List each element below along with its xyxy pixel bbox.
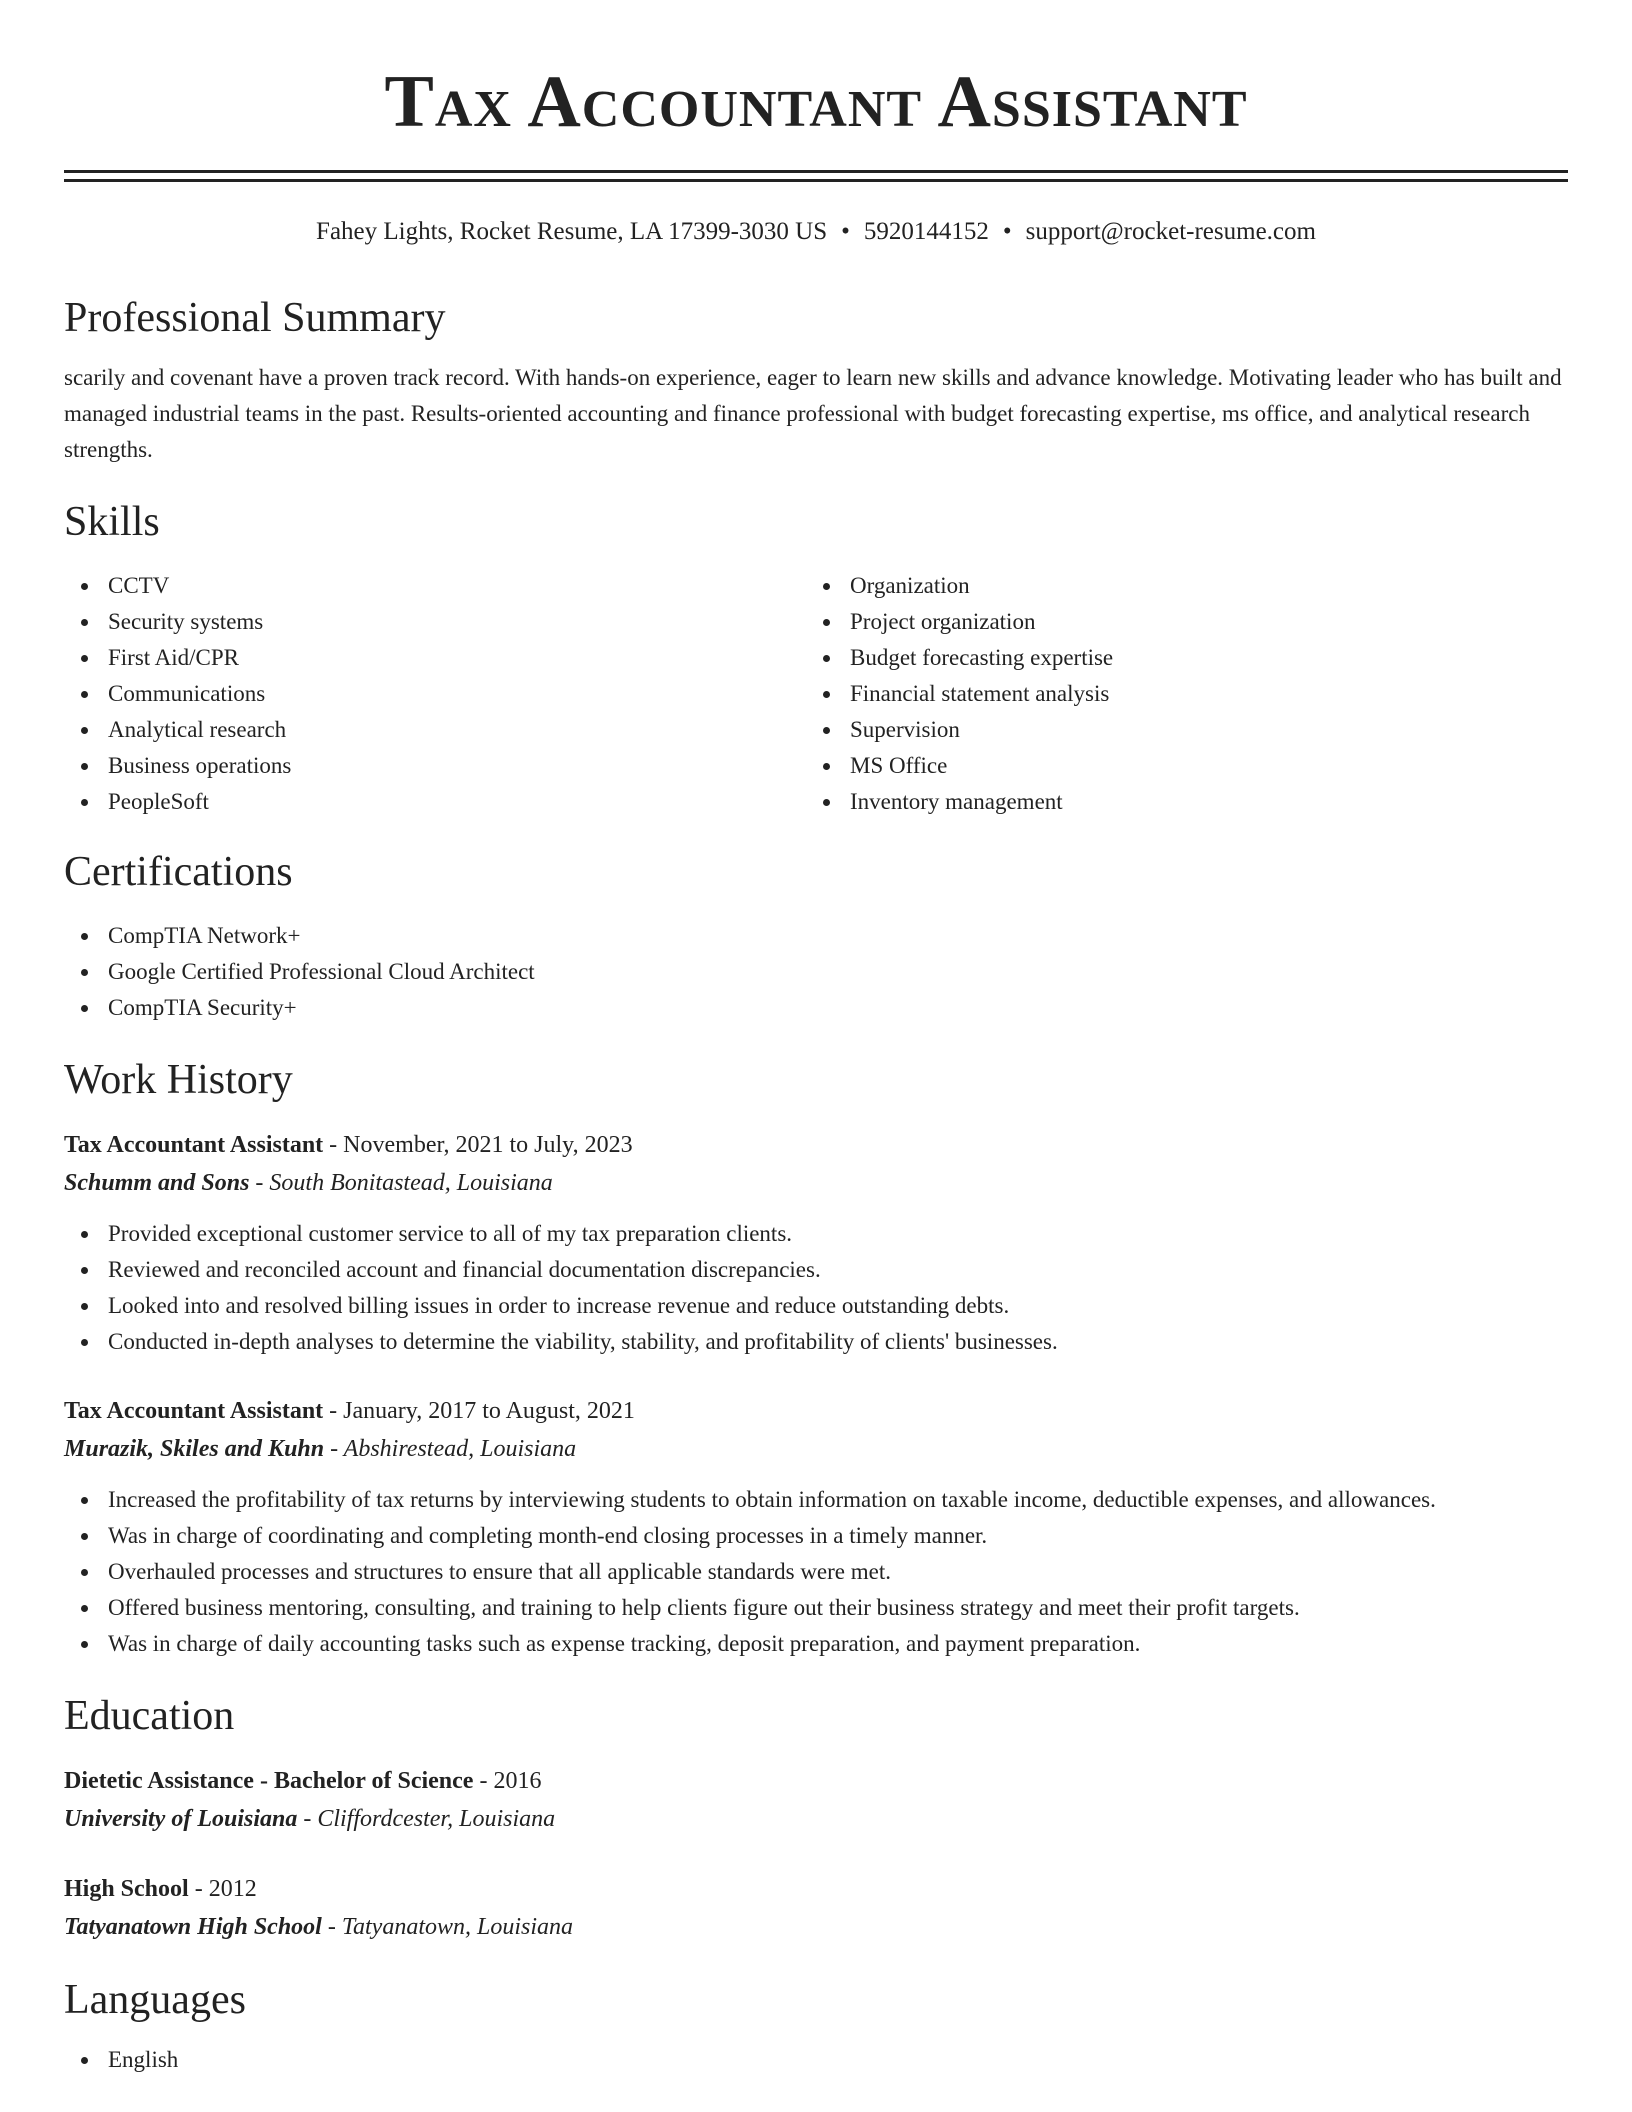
job-location: - South Bonitastead, Louisiana	[249, 1170, 553, 1196]
job-duty-item: Provided exceptional customer service to all of my tax preparation clients.	[64, 1216, 1568, 1252]
resume-page	[64, 0, 1568, 2078]
contact-separator: •	[841, 218, 850, 245]
job-entry	[64, 1126, 1568, 1360]
skills-column-left	[64, 568, 806, 820]
job-company: Murazik, Skiles and Kuhn	[64, 1436, 325, 1462]
languages-list	[64, 2042, 1568, 2078]
skill-item: Project organization	[806, 604, 1548, 640]
section-heading-summary: Professional Summary	[64, 295, 446, 341]
contact-phone: 5920144152	[863, 218, 989, 245]
education-entry	[64, 1870, 1568, 1946]
skill-item: Financial statement analysis	[806, 676, 1548, 712]
job-duty-item: Overhauled processes and structures to ensure that all applicable standards were met.	[64, 1554, 1568, 1590]
job-title: Tax Accountant Assistant	[64, 1398, 324, 1424]
job-duties	[64, 1482, 1568, 1662]
certification-item: CompTIA Network+	[64, 918, 1568, 954]
certifications-list	[64, 918, 1568, 1026]
job-duty-item: Looked into and resolved billing issues in order to increase revenue and reduce outstanding debts.	[64, 1288, 1568, 1324]
section-heading-certifications: Certifications	[64, 849, 293, 895]
skill-item: First Aid/CPR	[64, 640, 806, 676]
skills-grid	[64, 568, 1568, 820]
job-header	[64, 1126, 1568, 1164]
skill-item: Analytical research	[64, 712, 806, 748]
job-location: - Abshirestead, Louisiana	[324, 1436, 577, 1462]
education-year: - 2012	[188, 1876, 257, 1902]
language-item: English	[64, 2042, 1568, 2078]
education-year: - 2016	[473, 1768, 542, 1794]
education-degree: High School	[64, 1876, 189, 1902]
contact-separator: •	[1002, 218, 1012, 245]
education-location: - Cliffordcester, Louisiana	[297, 1806, 556, 1832]
job-company: Schumm and Sons	[64, 1170, 250, 1196]
education-entry	[64, 1762, 1568, 1838]
skill-item: Supervision	[806, 712, 1548, 748]
education-school-line	[64, 1908, 1568, 1946]
job-duties	[64, 1216, 1568, 1360]
education-header	[64, 1762, 1568, 1800]
job-duty-item: Increased the profitability of tax returns by interviewing students to obtain information on taxable income, deductible expenses, and allowances.	[64, 1482, 1568, 1518]
job-duty-item: Conducted in-depth analyses to determine the viability, stability, and profitability of clients' businesses.	[64, 1324, 1568, 1360]
skill-item: CCTV	[64, 568, 806, 604]
skill-item: Inventory management	[806, 784, 1548, 820]
skill-item: Security systems	[64, 604, 806, 640]
education-header	[64, 1870, 1568, 1908]
education-school: Tatyanatown High School	[64, 1914, 322, 1940]
education-location: - Tatyanatown, Louisiana	[321, 1914, 574, 1940]
section-heading-languages: Languages	[64, 1977, 246, 2023]
resume-title: Tax Accountant Assistant	[384, 61, 1248, 143]
job-employer	[64, 1164, 1568, 1202]
skill-item: Organization	[806, 568, 1548, 604]
job-duty-item: Offered business mentoring, consulting, and training to help clients figure out their business strategy and meet their profit targets.	[64, 1590, 1568, 1626]
job-entry	[64, 1392, 1568, 1662]
skill-item: Budget forecasting expertise	[806, 640, 1548, 676]
education-school: University of Louisiana	[64, 1806, 298, 1832]
section-heading-work-history: Work History	[64, 1057, 293, 1103]
education-degree: Dietetic Assistance - Bachelor of Science	[64, 1768, 474, 1794]
education-school-line	[64, 1800, 1568, 1838]
skill-item: PeopleSoft	[64, 784, 806, 820]
certification-item: CompTIA Security+	[64, 990, 1568, 1026]
skill-item: MS Office	[806, 748, 1548, 784]
skills-column-right	[806, 568, 1548, 820]
title-divider	[64, 170, 1568, 182]
job-duty-item: Reviewed and reconciled account and financial documentation discrepancies.	[64, 1252, 1568, 1288]
certification-item: Google Certified Professional Cloud Architect	[64, 954, 1568, 990]
job-dates: - November, 2021 to July, 2023	[323, 1132, 633, 1158]
job-dates: - January, 2017 to August, 2021	[323, 1398, 635, 1424]
job-title: Tax Accountant Assistant	[64, 1132, 324, 1158]
contact-line	[64, 216, 1568, 248]
job-employer	[64, 1430, 1568, 1468]
summary-text: scarily and covenant have a proven track record. With hands-on experience, eager to learn new skills and advance knowledge. Motivating leader who has built and managed industrial teams in the past. Results-oriented accounting and finance professional with budget forecasting expertise, ms office, and analytical research strengths.	[64, 365, 1562, 462]
section-heading-education: Education	[64, 1693, 235, 1739]
job-header	[64, 1392, 1568, 1430]
job-duty-item: Was in charge of coordinating and completing month-end closing processes in a timely manner.	[64, 1518, 1568, 1554]
job-duty-item: Was in charge of daily accounting tasks such as expense tracking, deposit preparation, and payment preparation.	[64, 1626, 1568, 1662]
skill-item: Business operations	[64, 748, 806, 784]
section-heading-skills: Skills	[64, 499, 160, 545]
contact-address: Fahey Lights, Rocket Resume, LA 17399-3030 US	[316, 218, 828, 245]
contact-email: support@rocket-resume.com	[1025, 218, 1316, 245]
skill-item: Communications	[64, 676, 806, 712]
